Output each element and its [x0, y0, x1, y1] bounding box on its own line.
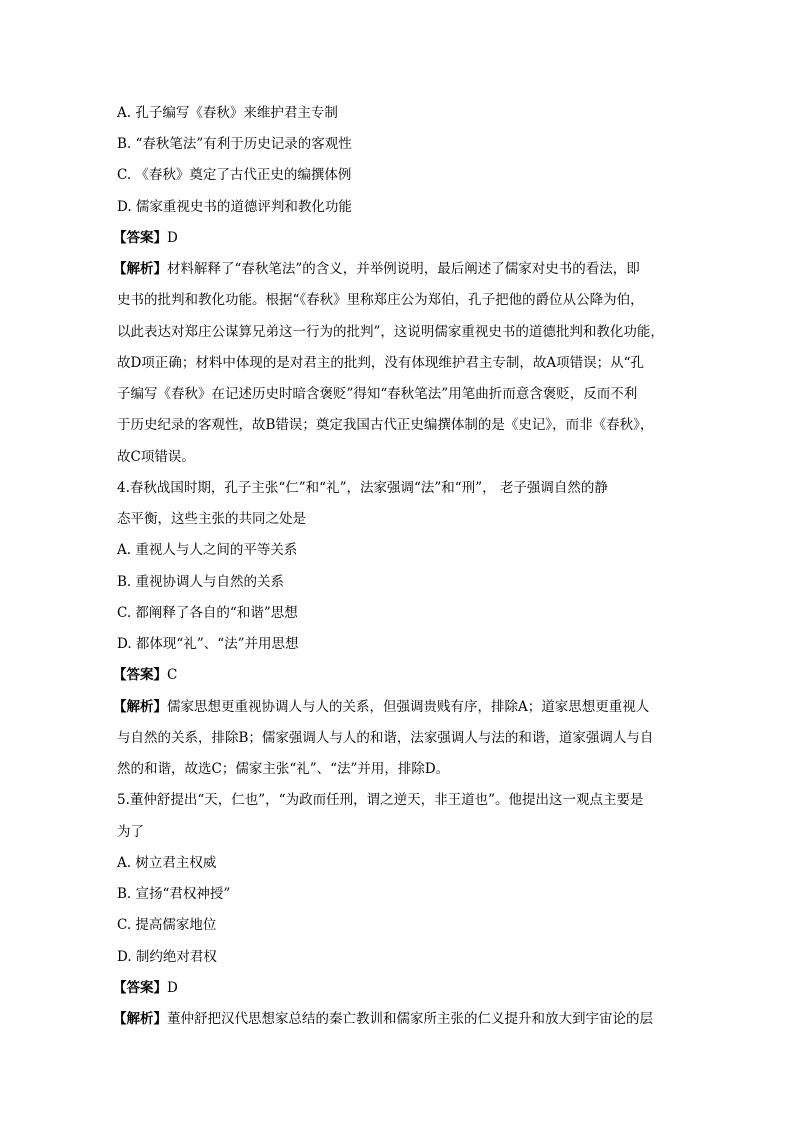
q3-option-c: C. 《春秋》奠定了古代正史的编撰体例	[117, 167, 352, 183]
q5-option-d: D. 制约绝对君权	[117, 949, 217, 965]
analysis-label: 【解析】	[113, 1011, 167, 1027]
q5-answer	[113, 978, 673, 998]
q5-option-c: C. 提高儒家地位	[117, 917, 217, 933]
analysis-label: 【解析】	[113, 261, 167, 277]
q3-analysis-line: 史书的批判和教化功能。根据“《春秋》里称郑庄公为郑伯，孔子把他的爵位从公降为伯，	[117, 292, 644, 308]
q3-analysis-line: 故D项正确；材料中体现的是对君主的批判，没有体现维护君主专制，故A项错误；从“孔	[117, 355, 644, 371]
q4-analysis-line: 与自然的关系，排除B；儒家强调人与人的和谐，法家强调人与法的和谐，道家强调人与自	[117, 730, 654, 746]
q4-stem-line: 态平衡，这些主张的共同之处是	[117, 511, 306, 527]
q5-analysis-line: 【解析】董仲舒把汉代思想家总结的秦亡教训和儒家所主张的仁义提升和放大到宇宙论的层	[113, 1011, 653, 1027]
q3-analysis-line: 以此表达对郑庄公谋算兄弟这一行为的批判”，这说明儒家重视史书的道德批判和教化功能，	[117, 324, 664, 340]
q4-analysis-line: 【解析】儒家思想更重视协调人与人的关系，但强调贵贱有序，排除A；道家思想更重视人	[113, 699, 650, 715]
answer-value: C	[167, 667, 178, 683]
q3-answer	[113, 228, 673, 248]
q4-stem-line: 4.春秋战国时期，孔子主张“仁”和“礼”，法家强调“法”和“刑”， 老子强调自然的静	[117, 480, 608, 496]
answer-label: 【答案】	[113, 980, 167, 996]
answer-label: 【答案】	[113, 667, 167, 683]
q3-option-b: B. “春秋笔法”有利于历史记录的客观性	[117, 136, 352, 152]
analysis-label: 【解析】	[113, 699, 167, 715]
q5-stem-line: 为了	[117, 824, 144, 840]
q3-option-d: D. 儒家重视史书的道德评判和教化功能	[117, 199, 352, 215]
q3-option-a: A. 孔子编写《春秋》来维护君主专制	[117, 105, 338, 121]
q4-option-c: C. 都阐释了各自的“和谐”思想	[117, 605, 298, 621]
answer-value: D	[167, 980, 178, 996]
q4-option-a: A. 重视人与人之间的平等关系	[117, 542, 298, 558]
q5-option-b: B. 宣扬“君权神授”	[117, 886, 231, 902]
q3-analysis-line: 【解析】材料解释了“春秋笔法”的含义，并举例说明，最后阐述了儒家对史书的看法，即	[113, 261, 640, 277]
q4-option-d: D. 都体现“礼”、“法”并用思想	[117, 636, 299, 652]
q4-answer	[113, 665, 673, 685]
q3-analysis-line: 于历史纪录的客观性，故B错误；奠定我国古代正史编撰体制的是《史记》，而非《春秋》，	[117, 417, 654, 433]
q5-option-a: A. 树立君主权威	[117, 855, 217, 871]
q4-analysis-line: 然的和谐，故选C；儒家主张“礼”、“法”并用，排除D。	[117, 761, 450, 777]
answer-label: 【答案】	[113, 230, 167, 246]
q4-option-b: B. 重视协调人与自然的关系	[117, 574, 285, 590]
q3-analysis-line: 故C项错误。	[117, 449, 195, 465]
q3-analysis-line: 子编写《春秋》在记述历史时暗含褒贬”得知“春秋笔法”用笔曲折而意含褒贬，反而不利	[117, 386, 638, 402]
answer-value: D	[167, 230, 178, 246]
q5-stem-line: 5.董仲舒提出“天，仁也”，“为政而任刑，谓之逆天，非王道也”。他提出这一观点主要是	[117, 792, 644, 808]
